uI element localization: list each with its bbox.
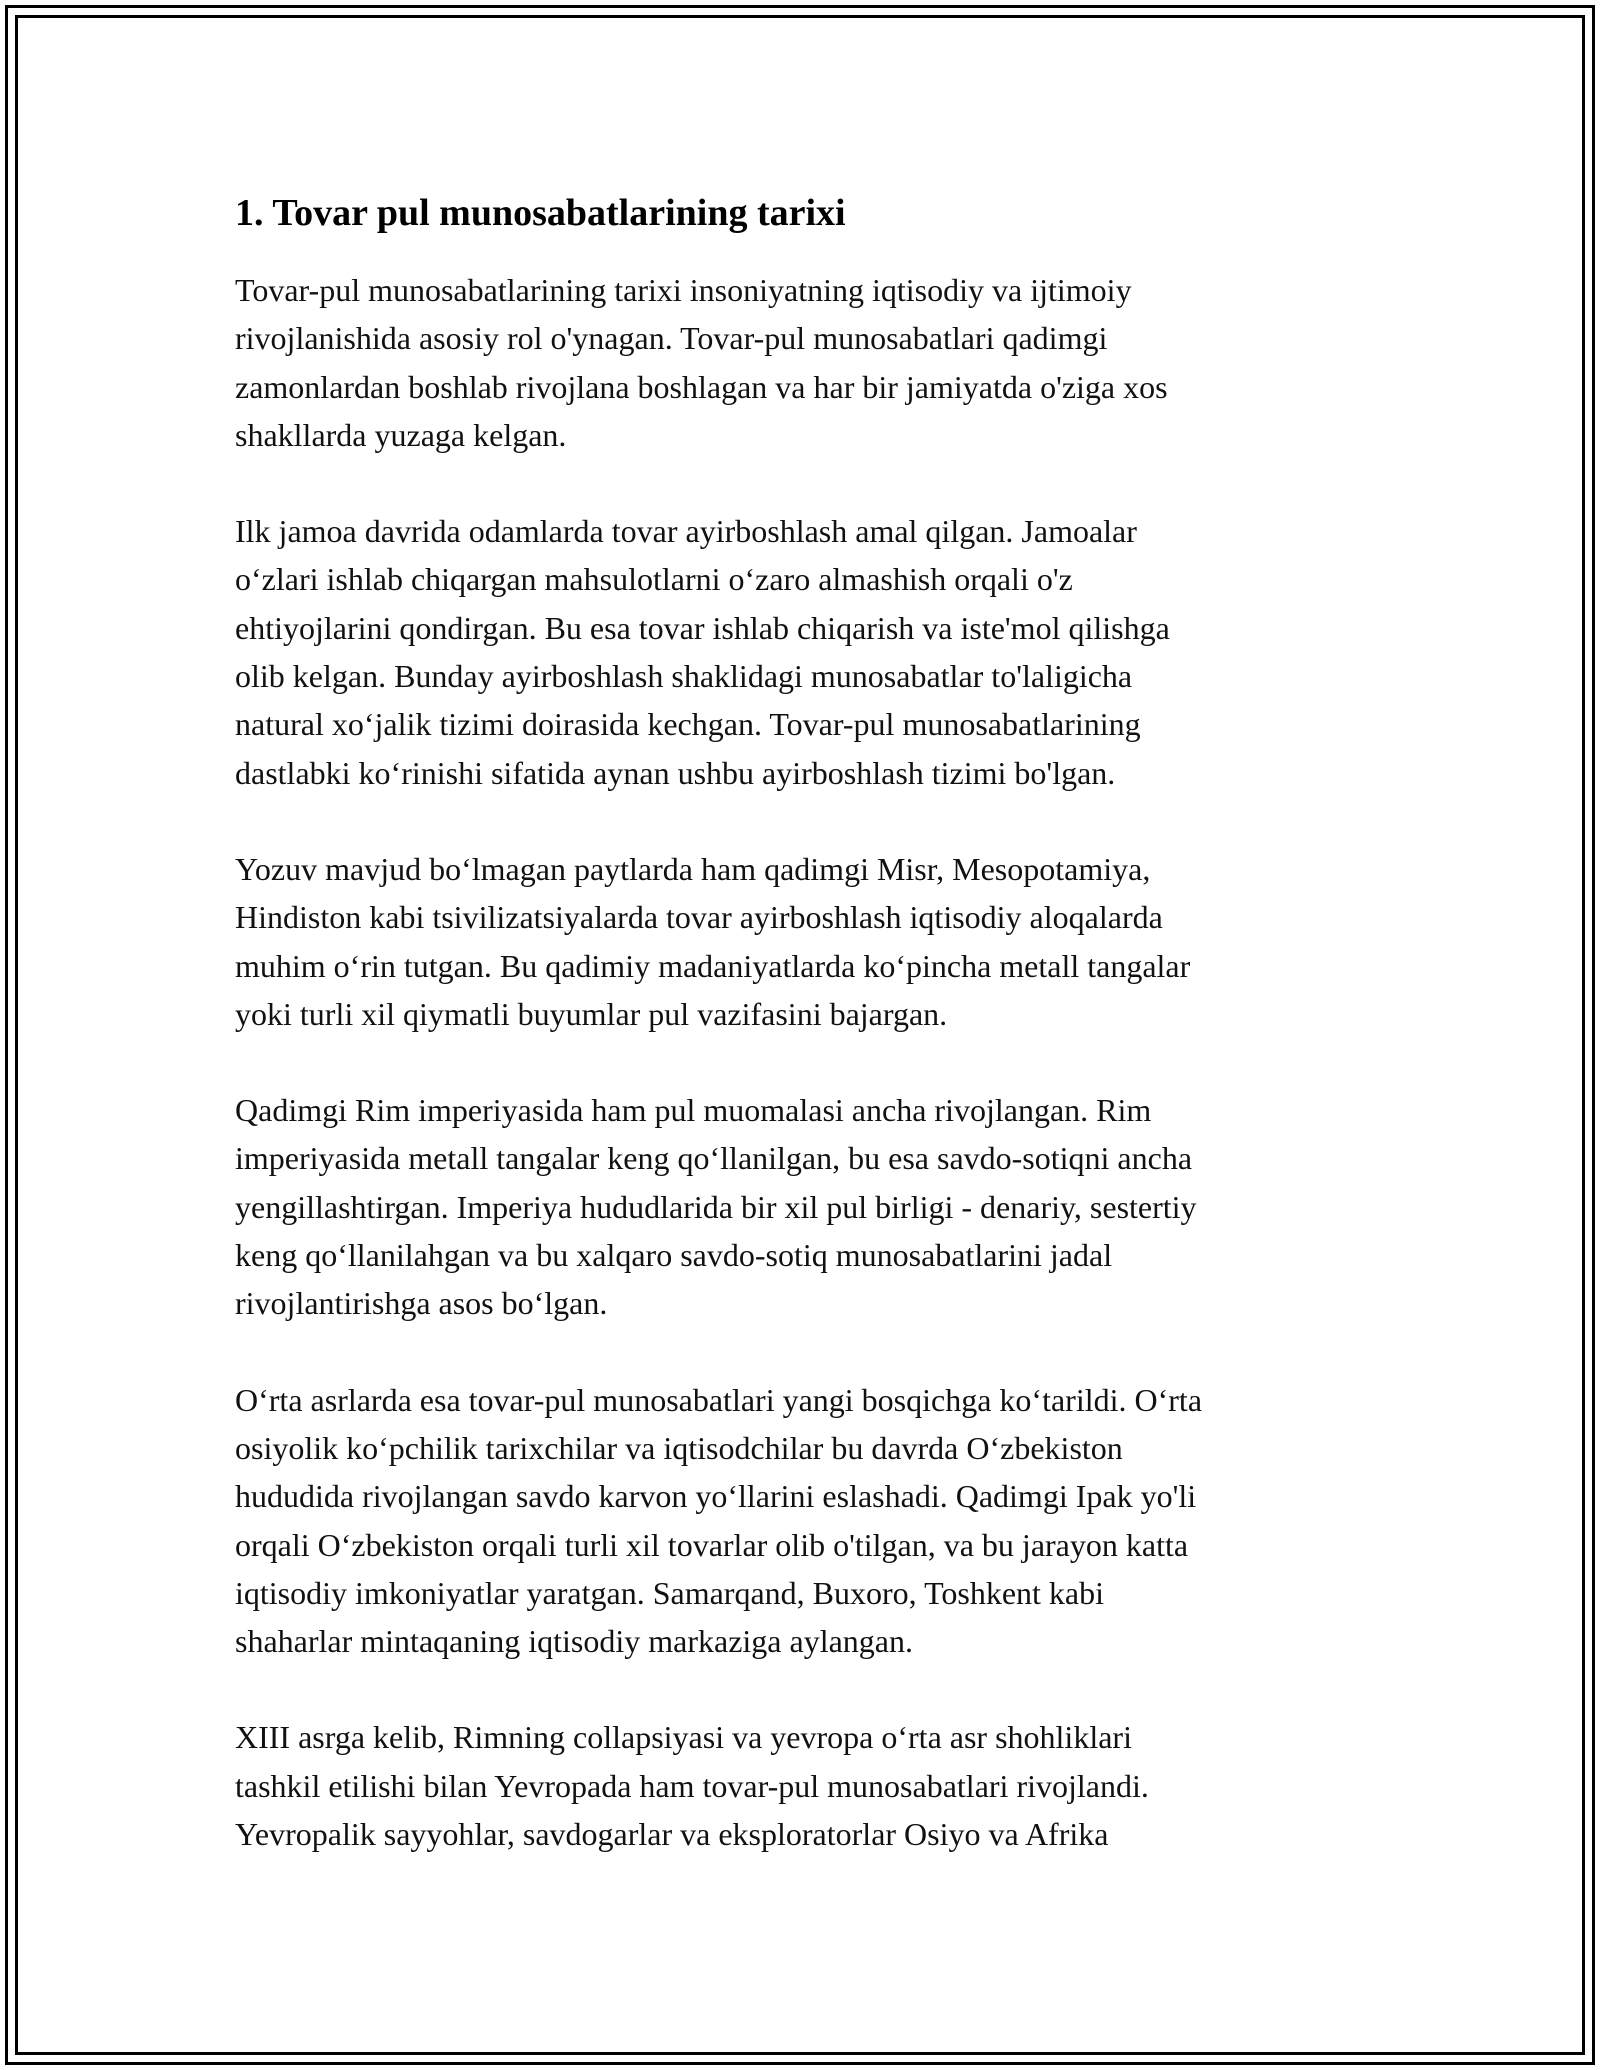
document-body bbox=[235, 184, 1375, 1906]
paragraph-5: O‘rta asrlarda esa tovar-pul munosabatlari yangi bosqichga ko‘tarildi. O‘rta osiyolik ko‘pchilik tarixchilar va iqtisodchilar bu davrda O‘zbekiston hududida rivojlangan savdo karvon yo‘llarini eslashadi. Qadimgi Ipak yo'li orqali O‘zbekiston orqali turli xil tovarlar olib o'tilgan, va bu jarayon katta iqtisodiy imkoniyatlar yaratgan. Samarqand, Buxoro, Toshkent kabi shaharlar mintaqaning iqtisodiy markaziga aylangan. bbox=[235, 1381, 1203, 1660]
paragraph-1: Tovar-pul munosabatlarining tarixi insoniyatning iqtisodiy va ijtimoiy rivojlanishida asosiy rol o'ynagan. Tovar-pul munosabatlari qadimgi zamonlardan boshlab rivojlana boshlagan va har bir jamiyatda o'ziga xos shakllarda yuzaga kelgan. bbox=[235, 272, 1168, 453]
paragraph-2: Ilk jamoa davrida odamlarda tovar ayirboshlash amal qilgan. Jamoalar o‘zlari ishlab chiqargan mahsulotlarni o‘zaro almashish orqali o'z ehtiyojlarini qondirgan. Bu esa tovar ishlab chiqarish va iste'mol qilishga olib kelgan. Bunday ayirboshlash shaklidagi munosabatlar to'laligicha natural xo‘jalik tizimi doirasida kechgan. Tovar-pul munosabatlarining dastlabki ko‘rinishi sifatida aynan ushbu ayirboshlash tizimi bo'lgan. bbox=[235, 513, 1170, 791]
paragraph-4: Qadimgi Rim imperiyasida ham pul muomalasi ancha rivojlangan. Rim imperiyasida metall tangalar keng qo‘llanilgan, bu esa savdo-sotiqni ancha yengillashtirgan. Imperiya hududlarida bir xil pul birligi - denariy, sestertiy keng qo‘llanilahgan va bu xalqaro savdo-sotiq munosabatlarini jadal rivojlantirishga asos bo‘lgan. bbox=[235, 1092, 1197, 1322]
section-heading: 1. Tovar pul munosabatlarining tarixi bbox=[235, 192, 846, 234]
paragraph-3: Yozuv mavjud bo‘lmagan paytlarda ham qadimgi Misr, Mesopotamiya, Hindiston kabi tsivilizatsiyalarda tovar ayirboshlash iqtisodiy aloqalarda muhim o‘rin tutgan. Bu qadimiy madaniyatlarda ko‘pincha metall tangalar yoki turli xil qiymatli buyumlar pul vazifasini bajargan. bbox=[235, 850, 1191, 1032]
paragraph-6: XIII asrga kelib, Rimning collapsiyasi va yevropa o‘rta asr shohliklari tashkil etilishi bilan Yevropada ham tovar-pul munosabatlari rivojlandi. Yevropalik sayyohlar, savdogarlar va eksploratorlar Osiyo va Afrika bbox=[235, 1719, 1149, 1853]
